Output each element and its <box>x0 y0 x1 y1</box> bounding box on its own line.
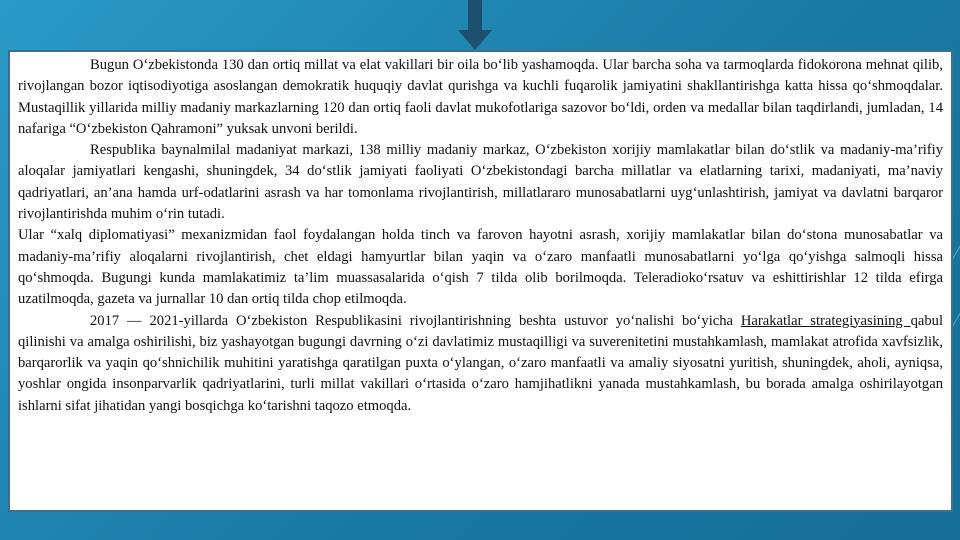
paragraph-text: qabul qilinishi va amalga oshirilishi, biz yashayotgan bugungi davrning o‘zi davlatimiz mustaqilligi va suverenitetini mustahkamlash, mamlakat atrofida xavfsizlik, barqarorlik va yaqin qo‘shnichilik muhitini yaratishga qaratilgan puxta o‘ylangan, o‘zaro manfaatli va amaliy siyosatni yuritish, shuningdek, aholi, ayniqsa, yoshlar ongida insonparvarlik qadriyatlarini, turli millat vakillari o‘rtasida o‘zaro hamjihatlikni yanada mustahkamlash, bu borada amalga oshirilayotgan ishlarni sifat jihatidan yangi bosqichga ko‘tarishni taqozo etmoqda. <box>18 312 944 414</box>
paragraph-text: Ular “xalq diplomatiyasi” mexanizmidan faol foydalangan holda tinch va farovon hayotni asrash, xorijiy mamlakatlar bilan do‘stona munosabatlar va madaniy-ma’rifiy aloqalarni rivojlantirish, chet eldagi hamyurtlar bilan yaqin va o‘zaro manfaatli munosabatlarni yo‘lga qo‘yishga salmoqli hissa qo‘shmoqda. Bugungi kunda mamlakatimiz ta’lim muassasalarida o‘qish 7 tilda olib borilmoqda. Teleradioko‘rsatuv va eshittirishlar 12 tilda efirga uzatilmoqda, gazeta va jurnallar 10 dan ortiq tilda chop etilmoqda. <box>18 227 943 308</box>
paragraph-2 <box>18 140 943 225</box>
paragraph-text: Respublika baynalmilal madaniyat markazi, 138 milliy madaniy markaz, O‘zbekiston xorijiy mamlakatlar bilan do‘stlik va madaniy-ma’rifiy aloqalar jamiyatlari kengashi, shuningdek, 34 do‘stlik jamiyati faoliyati O‘zbekistondagi barcha millatlar va elatlarning tarixi, madaniyati, ma’naviy qadriyatlari, an’ana hamda urf-odatlarini asrash va har tomonlama rivojlantirish, millatlararo munosabatlarni uyg‘unlashtirish, jamiyat va davlatni barqaror rivojlantirishda muhim o‘rin tutadi. <box>18 142 943 223</box>
paragraph-3 <box>18 225 943 310</box>
document-body <box>18 55 943 417</box>
paragraph-1 <box>18 55 943 140</box>
down-arrow-icon <box>456 0 494 52</box>
paragraph-text: Bugun O‘zbekistonda 130 dan ortiq millat va elat vakillari bir oila bo‘lib yashamoqda. Ular barcha soha va tarmoqlarda fidokorona mehnat qilib, rivojlangan bozor iqtisodiyotiga asoslangan demokratik huquqiy davlat qurishga va kuchli fuqarolik jamiyatini shakllantirishga katta hissa qo‘shmoqdalar. Mustaqillik yillarida milliy madaniy markazlarning 120 dan ortiq faoli davlat mukofotlariga sazovor bo‘ldi, orden va medallar bilan taqdirlandi, jumladan, 14 nafariga “O‘zbekiston Qahramoni” yuksak unvoni berildi. <box>18 57 943 137</box>
text-card <box>8 50 953 512</box>
paragraph-text: 2017 — 2021-yillarda O‘zbekiston Respublikasini rivojlantirishning beshta ustuvor yo‘nalishi bo‘yicha <box>90 312 741 329</box>
strategy-link[interactable]: Harakatlar strategiyasining <box>740 312 911 329</box>
paragraph-4 <box>18 311 943 417</box>
